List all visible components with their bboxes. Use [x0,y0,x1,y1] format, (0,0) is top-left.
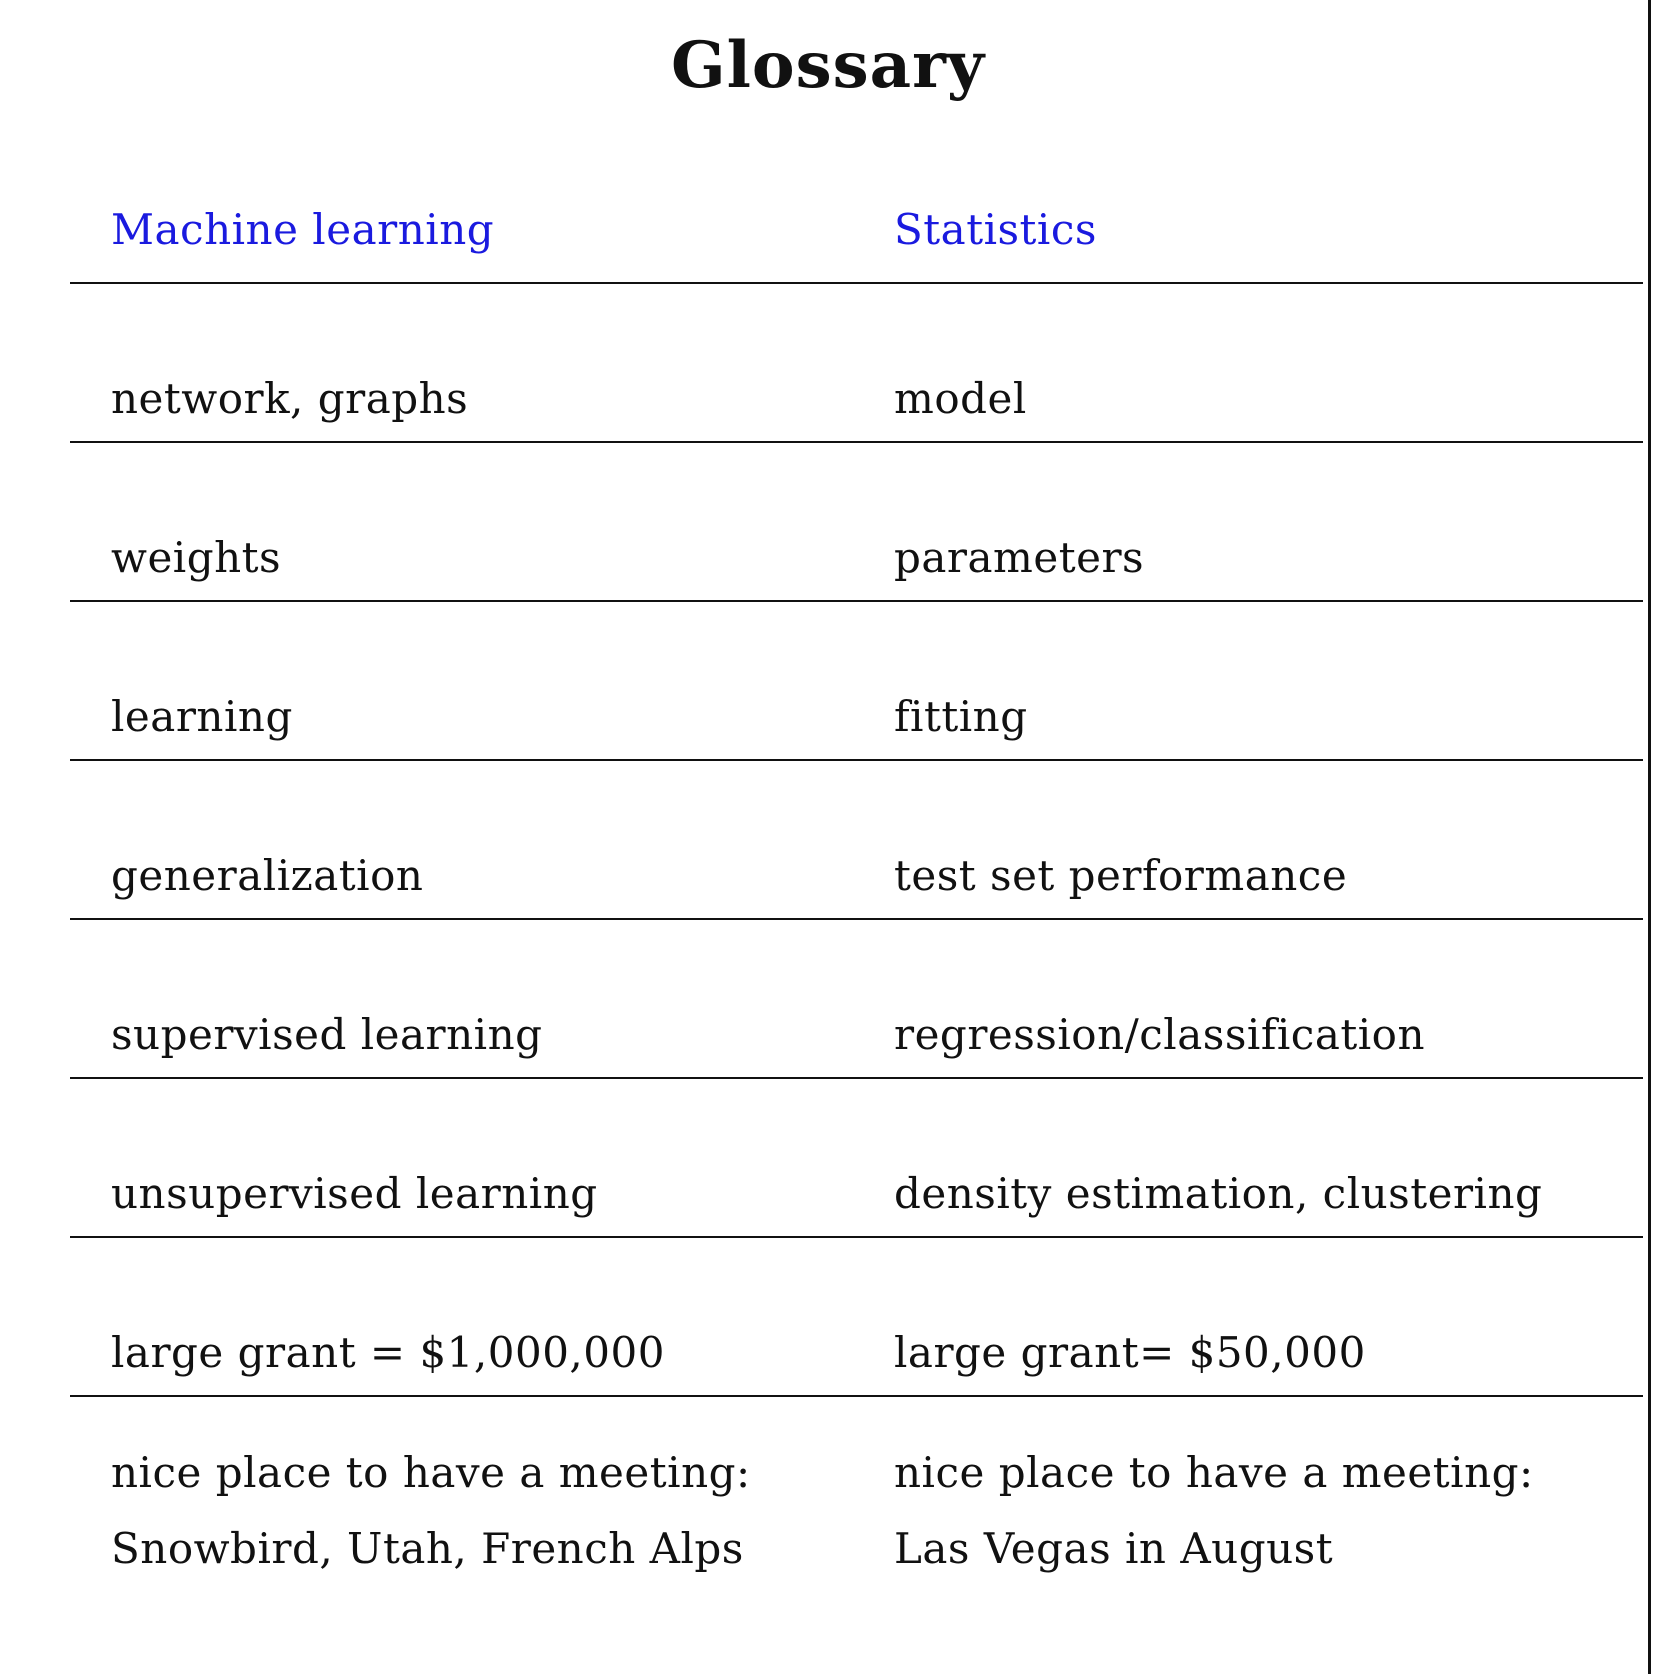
ml-meeting-line-2: Snowbird, Utah, French Alps [111,1524,744,1573]
ml-meeting-place [111,1435,751,1587]
header-statistics: Statistics [894,205,1097,254]
right-border-line [1648,0,1651,1674]
stats-meeting-place [894,1435,1534,1587]
table-row [70,761,1643,920]
stats-meeting-line-2: Las Vegas in August [894,1524,1334,1573]
ml-meeting-line-1: nice place to have a meeting: [111,1448,751,1497]
stats-term: model [894,374,1027,423]
header-machine-learning: Machine learning [111,205,495,254]
stats-term: regression/classification [894,1010,1425,1059]
stats-term: parameters [894,533,1145,582]
stats-term: density estimation, clustering [894,1169,1543,1218]
table-row [70,920,1643,1079]
ml-term: network, graphs [111,374,469,423]
table-row-meeting [70,1397,1643,1657]
ml-term: generalization [111,851,424,900]
table-row [70,602,1643,761]
ml-term: supervised learning [111,1010,543,1059]
ml-term: unsupervised learning [111,1169,598,1218]
glossary-table [70,180,1643,1657]
stats-term: test set performance [894,851,1348,900]
table-row [70,284,1643,443]
ml-term: learning [111,692,293,741]
table-row [70,1079,1643,1238]
table-row [70,443,1643,602]
ml-term: weights [111,533,282,582]
stats-term: fitting [894,692,1028,741]
page-title: Glossary [670,28,986,103]
stats-meeting-line-1: nice place to have a meeting: [894,1448,1534,1497]
table-row [70,1238,1643,1397]
ml-term: large grant = $1,000,000 [111,1328,665,1377]
stats-term: large grant= $50,000 [894,1328,1366,1377]
table-header-row [70,180,1643,284]
